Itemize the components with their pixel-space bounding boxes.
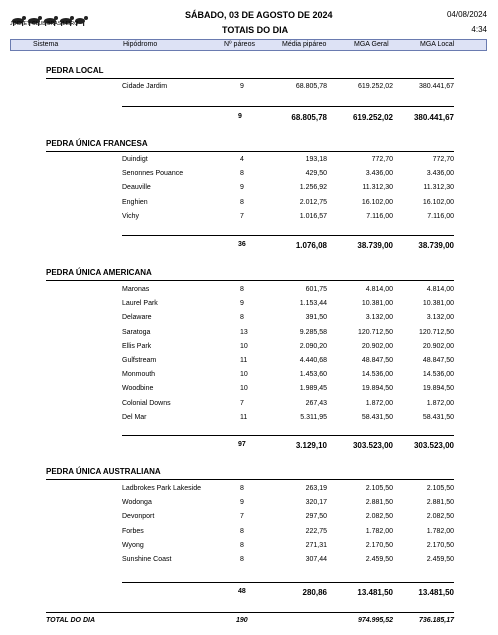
table-row xyxy=(0,199,498,210)
pareos-count: 8 xyxy=(240,541,244,549)
hipodromo-name: Woodbine xyxy=(122,385,154,393)
subtotal-media: 280,86 xyxy=(302,588,327,597)
mga-local-value: 58.431,50 xyxy=(422,413,454,421)
section-subtotal-line xyxy=(122,106,454,107)
subtotal-geral: 619.252,02 xyxy=(352,113,393,122)
section-subtotal-line xyxy=(122,235,454,236)
media-value: 1.256,92 xyxy=(299,184,327,192)
media-value: 601,75 xyxy=(305,286,327,293)
mga-geral-value: 3.436,00 xyxy=(365,170,393,178)
report-time: 4:34 xyxy=(471,25,487,34)
hipodromo-name: Laurel Park xyxy=(122,300,158,308)
hipodromo-name: Maronas xyxy=(122,286,150,293)
total-local: 736.185,17 xyxy=(418,617,454,624)
mga-geral-value: 20.902,00 xyxy=(361,342,393,350)
pareos-count: 8 xyxy=(240,527,244,535)
media-value: 2.090,20 xyxy=(299,342,327,350)
col-geral: MGA Geral xyxy=(354,41,389,48)
mga-local-value: 16.102,00 xyxy=(422,198,454,206)
subtotal-local: 13.481,50 xyxy=(418,588,454,597)
col-media: Média pipáreo xyxy=(282,41,327,48)
mga-local-value: 120.712,50 xyxy=(418,328,454,336)
table-row xyxy=(0,499,498,510)
section-subtotal-row xyxy=(0,441,498,453)
hipodromo-name: Wyong xyxy=(122,541,144,549)
table-row xyxy=(0,286,498,297)
section-title: PEDRA ÚNICA FRANCESA xyxy=(46,139,148,148)
mga-geral-value: 2.459,50 xyxy=(365,556,393,563)
total-separator xyxy=(46,612,454,613)
pareos-count: 11 xyxy=(240,357,248,364)
mga-local-value: 4.814,00 xyxy=(426,286,454,293)
hipodromo-name: Senonnes Pouance xyxy=(122,170,184,178)
logo-text: JOCKEY CLUB BRASILEIRO xyxy=(10,21,79,27)
media-value: 222,75 xyxy=(305,527,327,535)
media-value: 1.153,44 xyxy=(299,300,327,308)
hipodromo-name: Ellis Park xyxy=(122,342,152,350)
section-title: PEDRA LOCAL xyxy=(46,66,104,75)
pareos-count: 9 xyxy=(240,184,244,192)
col-local: MGA Local xyxy=(420,41,455,48)
section-underline xyxy=(46,78,454,79)
mga-geral-value: 619.252,02 xyxy=(357,83,393,90)
pareos-count: 4 xyxy=(240,156,244,163)
pareos-count: 11 xyxy=(240,413,248,421)
mga-geral-value: 48.847,50 xyxy=(361,357,393,364)
mga-geral-value: 2.082,50 xyxy=(365,513,393,521)
table-row xyxy=(0,528,498,539)
hipodromo-name: Devonport xyxy=(122,513,155,521)
table-row xyxy=(0,485,498,496)
subtotal-local: 303.523,00 xyxy=(413,441,454,450)
subtotal-geral: 13.481,50 xyxy=(357,588,393,597)
pareos-count: 7 xyxy=(240,399,244,407)
table-row xyxy=(0,357,498,368)
section-underline xyxy=(46,151,454,152)
hipodromo-name: Vichy xyxy=(122,212,139,220)
mga-geral-value: 14.536,00 xyxy=(361,371,393,379)
mga-geral-value: 120.712,50 xyxy=(357,328,393,336)
table-row xyxy=(0,371,498,382)
mga-geral-value: 3.132,00 xyxy=(365,314,393,322)
pareos-count: 13 xyxy=(240,328,248,336)
mga-geral-value: 10.381,00 xyxy=(361,300,393,308)
mga-local-value: 772,70 xyxy=(432,156,454,163)
table-row xyxy=(0,343,498,354)
mga-geral-value: 7.116,00 xyxy=(366,212,393,220)
table-row xyxy=(0,170,498,181)
mga-local-value: 2.105,50 xyxy=(426,485,454,492)
subtotal-local: 38.739,00 xyxy=(418,241,454,250)
media-value: 4.440,68 xyxy=(299,357,327,364)
mga-local-value: 19.894,50 xyxy=(422,385,454,393)
subtotal-media: 1.076,08 xyxy=(295,241,327,250)
mga-geral-value: 58.431,50 xyxy=(361,413,393,421)
hipodromo-name: Forbes xyxy=(122,527,144,535)
section-title: PEDRA ÚNICA AMERICANA xyxy=(46,268,152,277)
table-row xyxy=(0,542,498,553)
media-value: 271,31 xyxy=(305,541,327,549)
mga-geral-value: 11.312,30 xyxy=(362,184,393,192)
pareos-count: 8 xyxy=(240,198,244,206)
media-value: 1.989,45 xyxy=(299,385,327,393)
pareos-count: 8 xyxy=(240,314,244,322)
table-row xyxy=(0,329,498,340)
mga-local-value: 3.436,00 xyxy=(426,170,454,178)
media-value: 1.453,60 xyxy=(299,371,327,379)
hipodromo-name: Gulfstream xyxy=(122,357,157,364)
hipodromo-name: Sunshine Coast xyxy=(122,556,172,563)
subtotal-pareos: 97 xyxy=(238,441,246,448)
mga-local-value: 1.872,00 xyxy=(426,399,454,407)
total-pareos: 190 xyxy=(236,617,248,624)
mga-geral-value: 1.782,00 xyxy=(365,527,393,535)
section-subtotal-row xyxy=(0,588,498,600)
mga-local-value: 2.082,50 xyxy=(426,513,454,521)
table-row xyxy=(0,314,498,325)
mga-local-value: 1.782,00 xyxy=(426,527,454,535)
hipodromo-name: Enghien xyxy=(122,198,148,206)
subtotal-pareos: 48 xyxy=(238,588,246,595)
mga-geral-value: 16.102,00 xyxy=(361,198,393,206)
col-hipodromo: Hipódromo xyxy=(123,41,158,48)
hipodromo-name: Cidade Jardim xyxy=(122,83,168,90)
media-value: 267,43 xyxy=(305,399,327,407)
media-value: 2.012,75 xyxy=(299,198,327,206)
subtotal-pareos: 36 xyxy=(238,241,246,248)
subtotal-media: 3.129,10 xyxy=(295,441,327,450)
media-value: 297,50 xyxy=(305,513,327,521)
table-row xyxy=(0,556,498,567)
pareos-count: 9 xyxy=(240,499,244,507)
subtotal-geral: 303.523,00 xyxy=(352,441,393,450)
mga-local-value: 48.847,50 xyxy=(422,357,454,364)
mga-local-value: 2.170,50 xyxy=(426,541,454,549)
pareos-count: 10 xyxy=(240,385,248,393)
table-row xyxy=(0,156,498,167)
hipodromo-name: Colonial Downs xyxy=(122,399,171,407)
report-date: 04/08/2024 xyxy=(446,10,487,19)
hipodromo-name: Ladbrokes Park Lakeside xyxy=(122,485,201,492)
media-value: 193,18 xyxy=(305,156,327,163)
media-value: 1.016,57 xyxy=(299,212,327,220)
total-geral: 974.995,52 xyxy=(357,617,393,624)
mga-geral-value: 4.814,00 xyxy=(365,286,393,293)
pareos-count: 7 xyxy=(240,212,244,220)
section-subtotal-line xyxy=(122,435,454,436)
total-label: TOTAL DO DIA xyxy=(46,617,95,624)
table-row xyxy=(0,184,498,195)
section-underline xyxy=(46,280,454,281)
media-value: 263,19 xyxy=(305,485,327,492)
page-title: SÁBADO, 03 DE AGOSTO DE 2024 xyxy=(185,10,333,20)
mga-geral-value: 2.105,50 xyxy=(365,485,393,492)
section-title: PEDRA ÚNICA AUSTRALIANA xyxy=(46,467,161,476)
mga-geral-value: 19.894,50 xyxy=(361,385,393,393)
mga-local-value: 7.116,00 xyxy=(427,212,454,220)
mga-local-value: 14.536,00 xyxy=(422,371,454,379)
table-row xyxy=(0,414,498,425)
pareos-count: 7 xyxy=(240,513,244,521)
mga-local-value: 20.902,00 xyxy=(422,342,454,350)
pareos-count: 8 xyxy=(240,556,244,563)
pareos-count: 10 xyxy=(240,342,248,350)
table-row xyxy=(0,213,498,224)
media-value: 320,17 xyxy=(305,499,327,507)
pareos-count: 8 xyxy=(240,485,244,492)
subtotal-local: 380.441,67 xyxy=(413,113,454,122)
hipodromo-name: Wodonga xyxy=(122,499,152,507)
pareos-count: 8 xyxy=(240,286,244,293)
table-row xyxy=(0,83,498,94)
section-underline xyxy=(46,479,454,480)
pareos-count: 9 xyxy=(240,83,244,90)
section-subtotal-row xyxy=(0,241,498,253)
media-value: 5.311,95 xyxy=(300,413,327,421)
hipodromo-name: Duindigt xyxy=(122,156,148,163)
pareos-count: 9 xyxy=(240,300,244,308)
col-sistema: Sistema xyxy=(33,41,59,48)
section-subtotal-row xyxy=(0,113,498,125)
mga-geral-value: 1.872,00 xyxy=(365,399,393,407)
page-subtitle: TOTAIS DO DIA xyxy=(222,25,289,35)
jockey-club-logo-icon xyxy=(10,9,90,31)
subtotal-media: 68.805,78 xyxy=(291,113,327,122)
media-value: 307,44 xyxy=(305,556,327,563)
hipodromo-name: Monmouth xyxy=(122,371,156,379)
hipodromo-name: Delaware xyxy=(122,314,152,322)
pareos-count: 10 xyxy=(240,371,248,379)
hipodromo-name: Deauville xyxy=(122,184,151,192)
subtotal-geral: 38.739,00 xyxy=(357,241,393,250)
mga-geral-value: 2.881,50 xyxy=(365,499,393,507)
col-pareos: Nº páreos xyxy=(224,41,255,48)
column-header-bar xyxy=(10,39,487,51)
hipodromo-name: Del Mar xyxy=(122,413,147,421)
mga-local-value: 2.881,50 xyxy=(426,499,454,507)
mga-local-value: 11.312,30 xyxy=(423,184,454,192)
mga-local-value: 380.441,67 xyxy=(418,83,454,90)
media-value: 9.285,58 xyxy=(299,328,327,336)
table-row xyxy=(0,400,498,411)
table-row xyxy=(0,300,498,311)
section-subtotal-line xyxy=(122,582,454,583)
media-value: 391,50 xyxy=(305,314,327,322)
mga-geral-value: 772,70 xyxy=(371,156,393,163)
table-row xyxy=(0,385,498,396)
hipodromo-name: Saratoga xyxy=(122,328,151,336)
pareos-count: 8 xyxy=(240,170,244,178)
table-row xyxy=(0,513,498,524)
mga-local-value: 3.132,00 xyxy=(426,314,454,322)
subtotal-pareos: 9 xyxy=(238,113,242,120)
mga-local-value: 2.459,50 xyxy=(426,556,454,563)
media-value: 68.805,78 xyxy=(295,83,327,90)
mga-local-value: 10.381,00 xyxy=(422,300,454,308)
media-value: 429,50 xyxy=(305,170,327,178)
mga-geral-value: 2.170,50 xyxy=(365,541,393,549)
